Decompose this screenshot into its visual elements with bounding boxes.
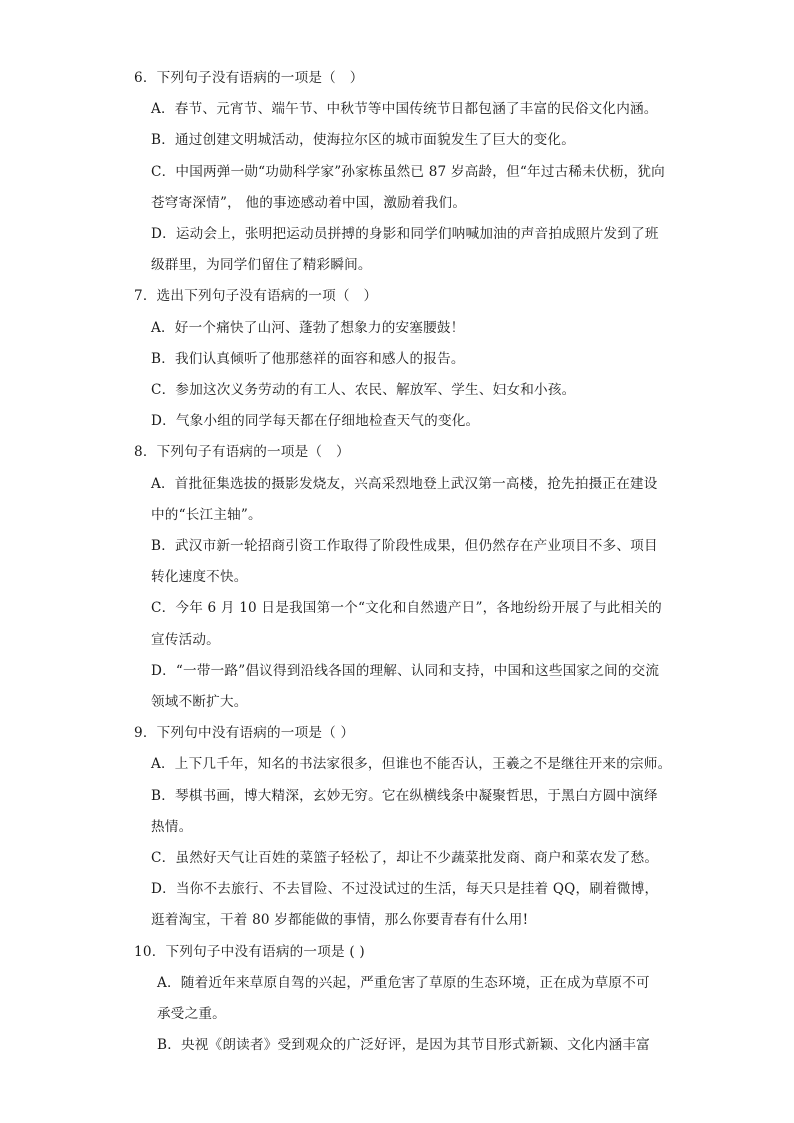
option-c: C．虽然好天气让百姓的菜篮子轻松了，却让不少蔬菜批发商、商户和菜农发了愁。 <box>151 850 659 867</box>
option-a: A．上下几千年，知名的书法家很多，但谁也不能否认，王羲之不是继往开来的宗师。 <box>151 756 672 773</box>
option-b: B．通过创建文明城活动，使海拉尔区的城市面貌发生了巨大的变化。 <box>151 132 575 149</box>
question-6 <box>134 63 674 281</box>
option-b: B．我们认真倾听了他那慈祥的面容和感人的报告。 <box>151 350 465 367</box>
question-stem: 9．下列句中没有语病的一项是（ ） <box>134 725 355 742</box>
question-9 <box>134 718 674 936</box>
option-d-continued: 逛着淘宝，干着 80 岁都能做的事情，那么你要青春有什么用! <box>151 912 529 929</box>
option-d: D．当你不去旅行、不去冒险、不过没试过的生活，每天只是挂着 QQ，刷着微博， <box>151 881 659 898</box>
option-a-continued: 中的“长江主轴”。 <box>151 506 262 523</box>
option-d-continued: 级群里，为同学们留住了精彩瞬间。 <box>151 257 372 274</box>
option-b-continued: 热情。 <box>151 818 193 835</box>
question-stem: 10．下列句子中没有语病的一项是 ( ) <box>134 943 365 960</box>
option-a: A．随着近年来草原自驾的兴起，严重危害了草原的生态环境，正在成为草原不可 <box>157 974 650 991</box>
option-c: C．今年 6 月 10 日是我国第一个“文化和自然遗产日”，各地纷纷开展了与此相关的 <box>151 600 662 617</box>
option-a: A．首批征集选拔的摄影发烧友，兴高采烈地登上武汉第一高楼，抢先拍摄正在建设 <box>151 475 658 492</box>
option-c-continued: 宣传活动。 <box>151 631 220 648</box>
option-a: A．春节、元宵节、端午节、中秋节等中国传统节日都包涵了丰富的民俗文化内涵。 <box>151 101 658 118</box>
option-c-continued: 苍穹寄深情”， 他的事迹感动着中国，激励着我们。 <box>151 194 467 211</box>
option-c: C．参加这次义务劳动的有工人、农民、解放军、学生、妇女和小孩。 <box>151 382 576 399</box>
option-d-continued: 领域不断扩大。 <box>151 694 248 711</box>
question-10 <box>134 937 674 1062</box>
question-7 <box>134 281 674 437</box>
option-b: B．武汉市新一轮招商引资工作取得了阶段性成果，但仍然存在产业项目不多、项目 <box>151 538 658 555</box>
option-d: D．运动会上，张明把运动员拼搏的身影和同学们呐喊加油的声音拍成照片发到了班 <box>151 226 659 243</box>
exam-page <box>134 63 674 1062</box>
question-8 <box>134 437 674 718</box>
option-b: B．央视《朗读者》受到观众的广泛好评，是因为其节目形式新颖、文化内涵丰富 <box>157 1037 650 1054</box>
question-stem: 6．下列句子没有语病的一项是（ ） <box>134 70 364 86</box>
question-stem: 8．下列句子有语病的一项是（ ） <box>134 444 350 461</box>
option-c: C．中国两弹一勋“功勋科学家”孙家栋虽然已 87 岁高龄，但“年过古稀未伏枥，犹向 <box>151 163 665 180</box>
option-b: B．琴棋书画，博大精深，玄妙无穷。它在纵横线条中凝聚哲思，于黑白方圆中演绎 <box>151 787 658 804</box>
option-b-continued: 转化速度不快。 <box>151 569 248 586</box>
option-a-continued: 承受之重。 <box>157 1006 226 1023</box>
option-d: D．“一带一路”倡议得到沿线各国的理解、认同和支持，中国和这些国家之间的交流 <box>151 662 660 679</box>
option-a: A．好一个痛快了山河、蓬勃了想象力的安塞腰鼓！ <box>151 319 465 336</box>
question-stem: 7．选出下列句子没有语病的一项（ ） <box>134 288 378 305</box>
option-d: D．气象小组的同学每天都在仔细地检查天气的变化。 <box>151 413 480 430</box>
